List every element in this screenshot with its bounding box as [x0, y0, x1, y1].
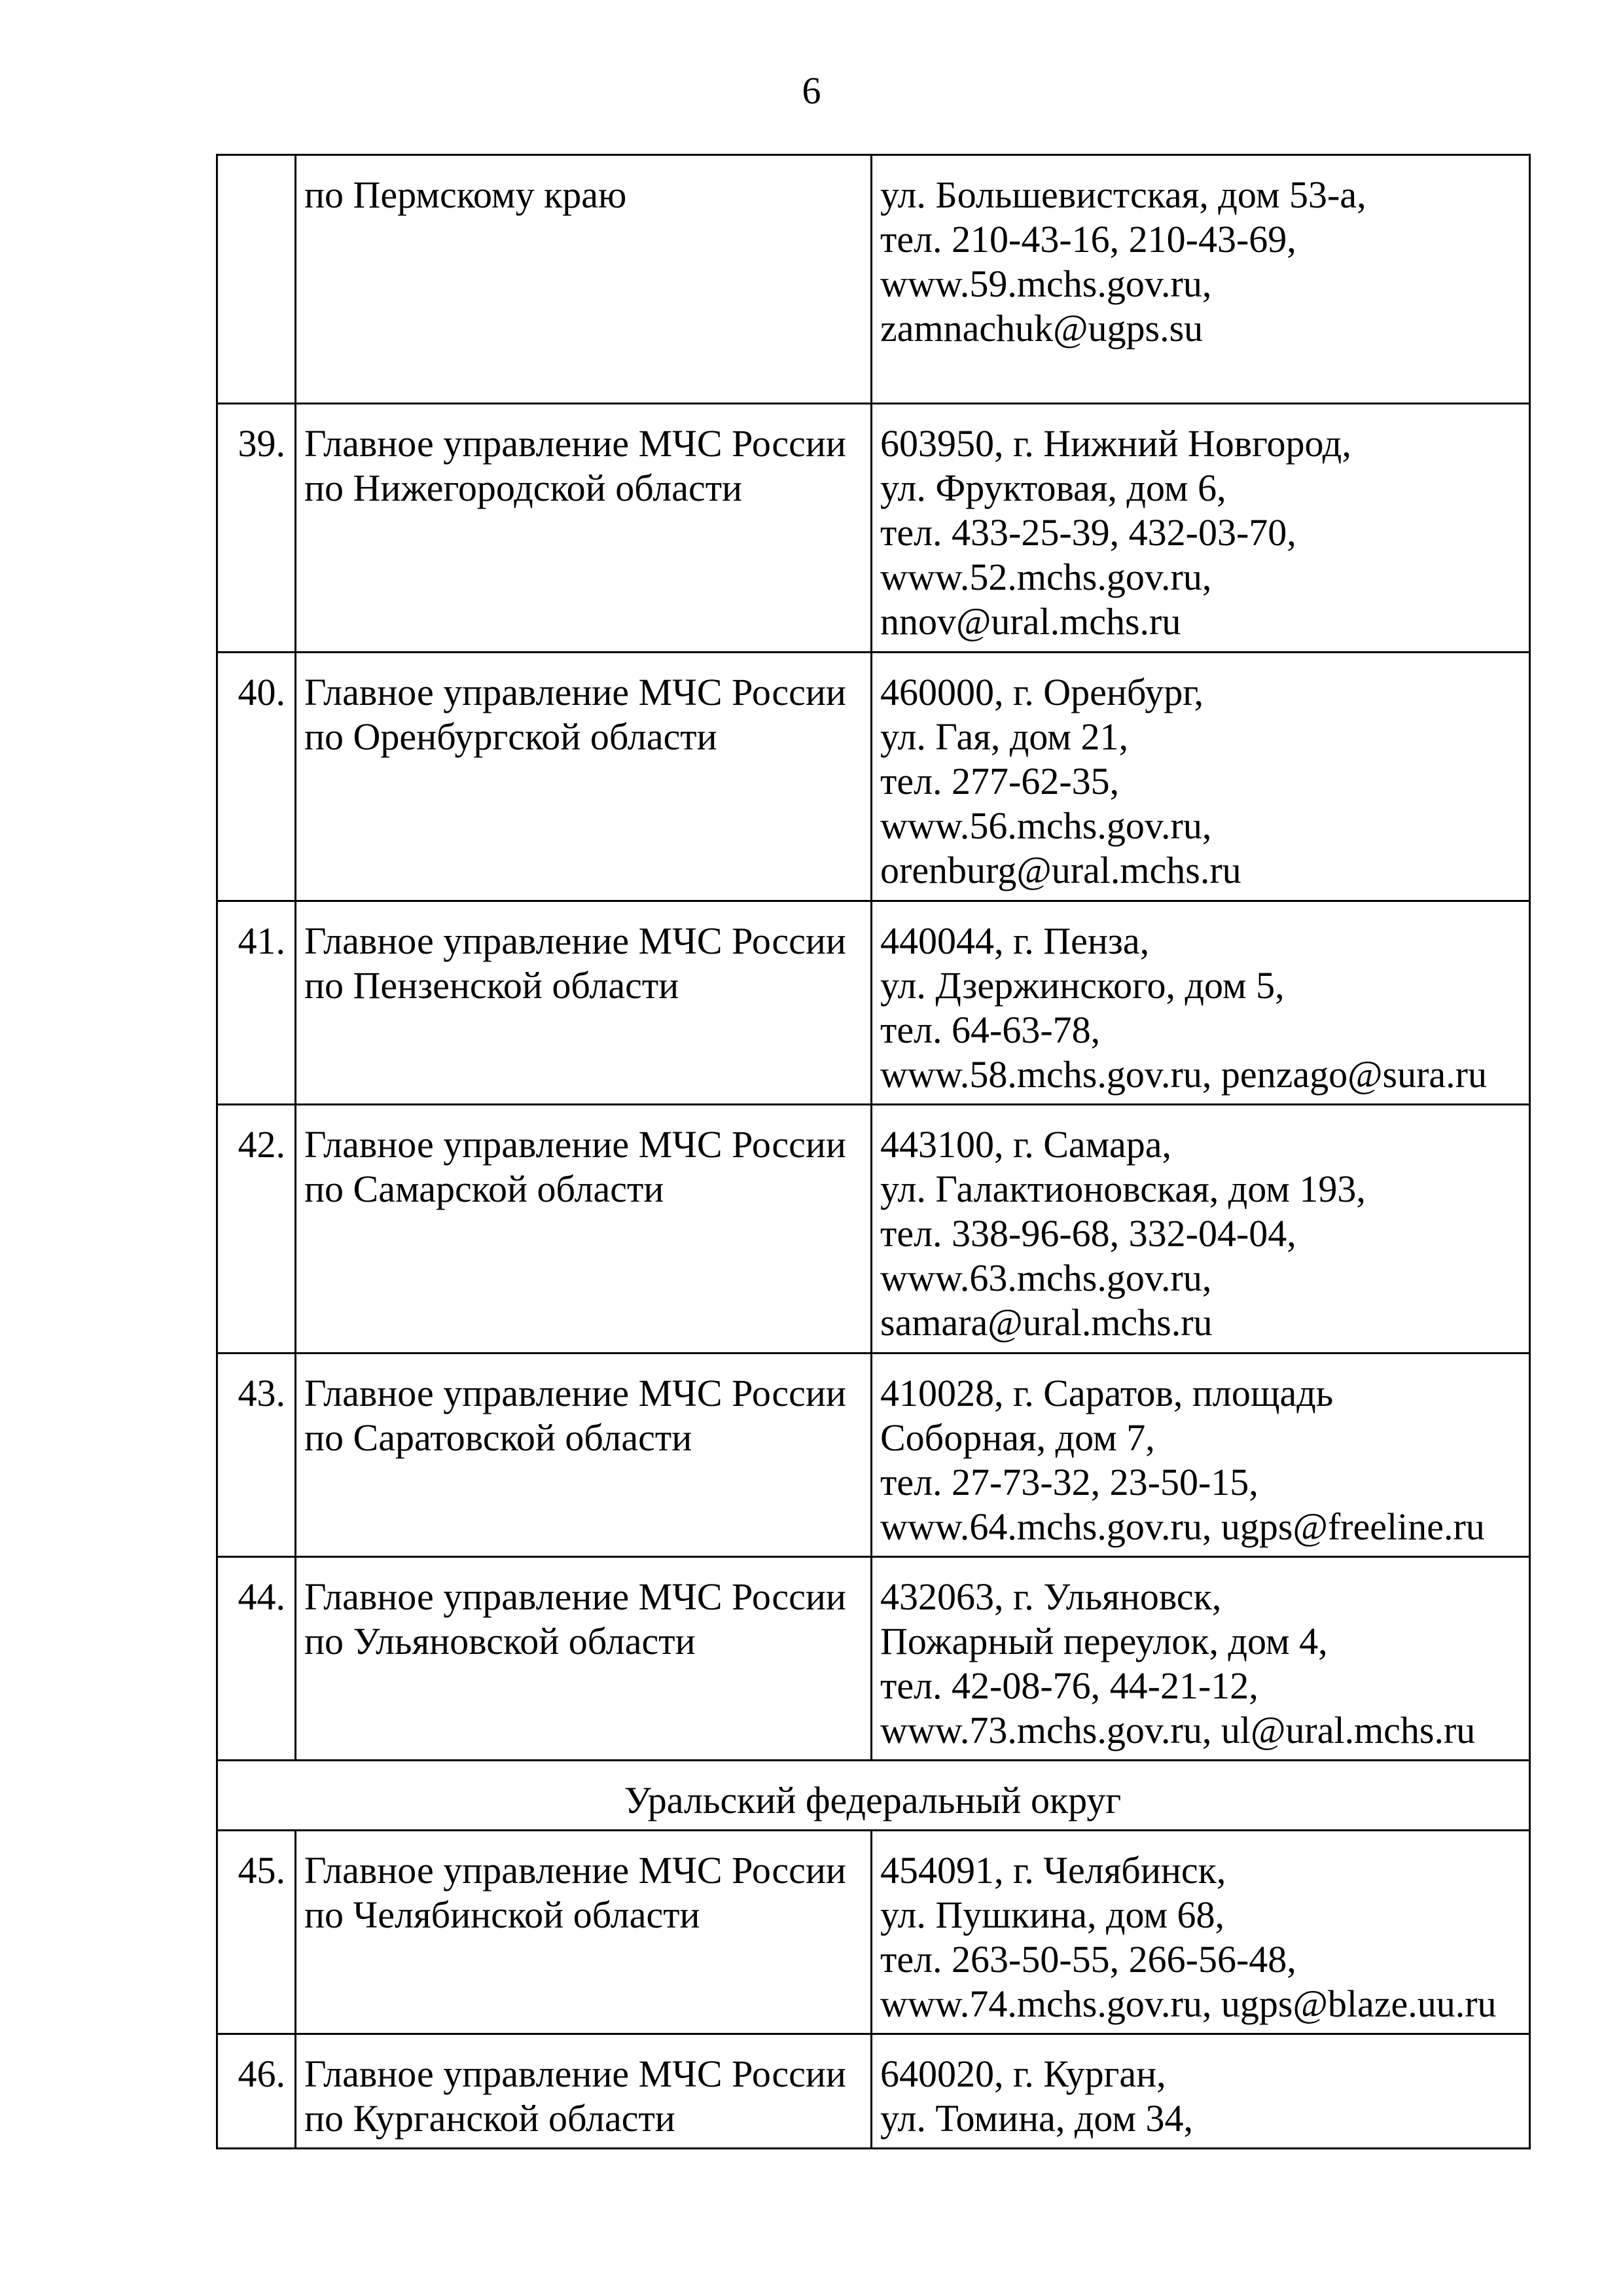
table-row [217, 2034, 1530, 2149]
address-line: www.74.mchs.gov.ru, ugps@blaze.uu.ru [880, 1982, 1497, 2025]
row-number: 40. [217, 653, 296, 901]
organization-line: по Самарской области [304, 1168, 664, 1210]
address-line: ул. Фруктовая, дом 6, [880, 467, 1226, 509]
organization-line: Главное управление МЧС России [304, 920, 846, 962]
address-line: 440044, г. Пенза, [880, 920, 1150, 962]
address-line: 410028, г. Саратов, площадь [880, 1372, 1334, 1414]
address-line: ул. Галактионовская, дом 193, [880, 1168, 1366, 1210]
row-number: 46. [217, 2034, 296, 2149]
organization-line: по Нижегородской области [304, 467, 743, 509]
address-line: orenburg@ural.mchs.ru [880, 849, 1241, 891]
address-line: www.56.mchs.gov.ru, [880, 804, 1212, 847]
address-line: 432063, г. Ульяновск, [880, 1575, 1222, 1618]
address-line: ул. Пушкина, дом 68, [880, 1893, 1225, 1936]
organization-cell [296, 1831, 872, 2034]
table-row [217, 1831, 1530, 2034]
address-line: ул. Большевистская, дом 53-а, [880, 173, 1366, 216]
organization-line: по Челябинской области [304, 1893, 700, 1936]
address-line: nnov@ural.mchs.ru [880, 600, 1181, 643]
address-cell [872, 1105, 1530, 1354]
contacts-table [216, 154, 1531, 2149]
address-line: www.58.mchs.gov.ru, penzago@sura.ru [880, 1053, 1487, 1096]
address-cell [872, 653, 1530, 901]
row-number [217, 155, 296, 404]
table-row [217, 1557, 1530, 1761]
organization-line: Главное управление МЧС России [304, 2053, 846, 2095]
organization-line: Главное управление МЧС России [304, 1123, 846, 1166]
address-line: тел. 277-62-35, [880, 760, 1120, 802]
address-line: samara@ural.mchs.ru [880, 1301, 1213, 1344]
address-line: 640020, г. Курган, [880, 2053, 1166, 2095]
table-row [217, 404, 1530, 653]
organization-cell [296, 1354, 872, 1557]
organization-cell [296, 653, 872, 901]
organization-cell [296, 155, 872, 404]
section-heading: Уральский федеральный округ [217, 1761, 1530, 1831]
address-line: тел. 42-08-76, 44-21-12, [880, 1664, 1258, 1707]
address-line: тел. 210-43-16, 210-43-69, [880, 218, 1296, 260]
address-line: www.59.mchs.gov.ru, [880, 262, 1212, 305]
organization-line: по Ульяновской области [304, 1620, 696, 1662]
address-line: www.73.mchs.gov.ru, ul@ural.mchs.ru [880, 1709, 1476, 1751]
address-line: zamnachuk@ugps.su [880, 307, 1204, 350]
organization-cell [296, 2034, 872, 2149]
address-cell [872, 2034, 1530, 2149]
address-cell [872, 1831, 1530, 2034]
row-number: 45. [217, 1831, 296, 2034]
address-line: 454091, г. Челябинск, [880, 1849, 1226, 1892]
organization-line: Главное управление МЧС России [304, 671, 846, 713]
table-body [217, 155, 1530, 2149]
address-cell [872, 901, 1530, 1105]
address-line: тел. 338-96-68, 332-04-04, [880, 1212, 1296, 1255]
address-line: ул. Томина, дом 34, [880, 2097, 1193, 2140]
row-number: 42. [217, 1105, 296, 1354]
address-line: тел. 27-73-32, 23-50-15, [880, 1461, 1258, 1503]
address-line: www.64.mchs.gov.ru, ugps@freeline.ru [880, 1505, 1485, 1548]
table-row [217, 155, 1530, 404]
organization-line: Главное управление МЧС России [304, 1372, 846, 1414]
address-line: тел. 433-25-39, 432-03-70, [880, 511, 1296, 554]
address-line: ул. Гая, дом 21, [880, 715, 1129, 758]
organization-cell [296, 1557, 872, 1761]
organization-cell [296, 901, 872, 1105]
address-cell [872, 1557, 1530, 1761]
row-number: 43. [217, 1354, 296, 1557]
organization-line: по Саратовской области [304, 1416, 692, 1459]
row-number: 41. [217, 901, 296, 1105]
address-cell [872, 1354, 1530, 1557]
address-line: Пожарный переулок, дом 4, [880, 1620, 1328, 1662]
table-row [217, 653, 1530, 901]
table-row [217, 901, 1530, 1105]
organization-line: по Оренбургской области [304, 715, 717, 758]
address-line: 443100, г. Самара, [880, 1123, 1171, 1166]
organization-line: по Пензенской области [304, 964, 679, 1007]
organization-line: Главное управление МЧС России [304, 1849, 846, 1892]
table-row [217, 1105, 1530, 1354]
section-row [217, 1761, 1530, 1831]
address-line: 603950, г. Нижний Новгород, [880, 422, 1351, 465]
organization-line: Главное управление МЧС России [304, 1575, 846, 1618]
organization-cell [296, 404, 872, 653]
address-line: Соборная, дом 7, [880, 1416, 1155, 1459]
address-line: www.63.mchs.gov.ru, [880, 1257, 1212, 1299]
address-cell [872, 404, 1530, 653]
address-line: тел. 64-63-78, [880, 1009, 1101, 1051]
address-line: 460000, г. Оренбург, [880, 671, 1204, 713]
row-number: 39. [217, 404, 296, 653]
address-line: www.52.mchs.gov.ru, [880, 556, 1212, 598]
organization-line: по Курганской области [304, 2097, 675, 2140]
page-number: 6 [802, 69, 821, 112]
address-line: ул. Дзержинского, дом 5, [880, 964, 1285, 1007]
address-line: тел. 263-50-55, 266-56-48, [880, 1938, 1296, 1981]
table-row [217, 1354, 1530, 1557]
organization-line: по Пермскому краю [304, 173, 627, 216]
address-cell [872, 155, 1530, 404]
row-number: 44. [217, 1557, 296, 1761]
organization-cell [296, 1105, 872, 1354]
organization-line: Главное управление МЧС России [304, 422, 846, 465]
